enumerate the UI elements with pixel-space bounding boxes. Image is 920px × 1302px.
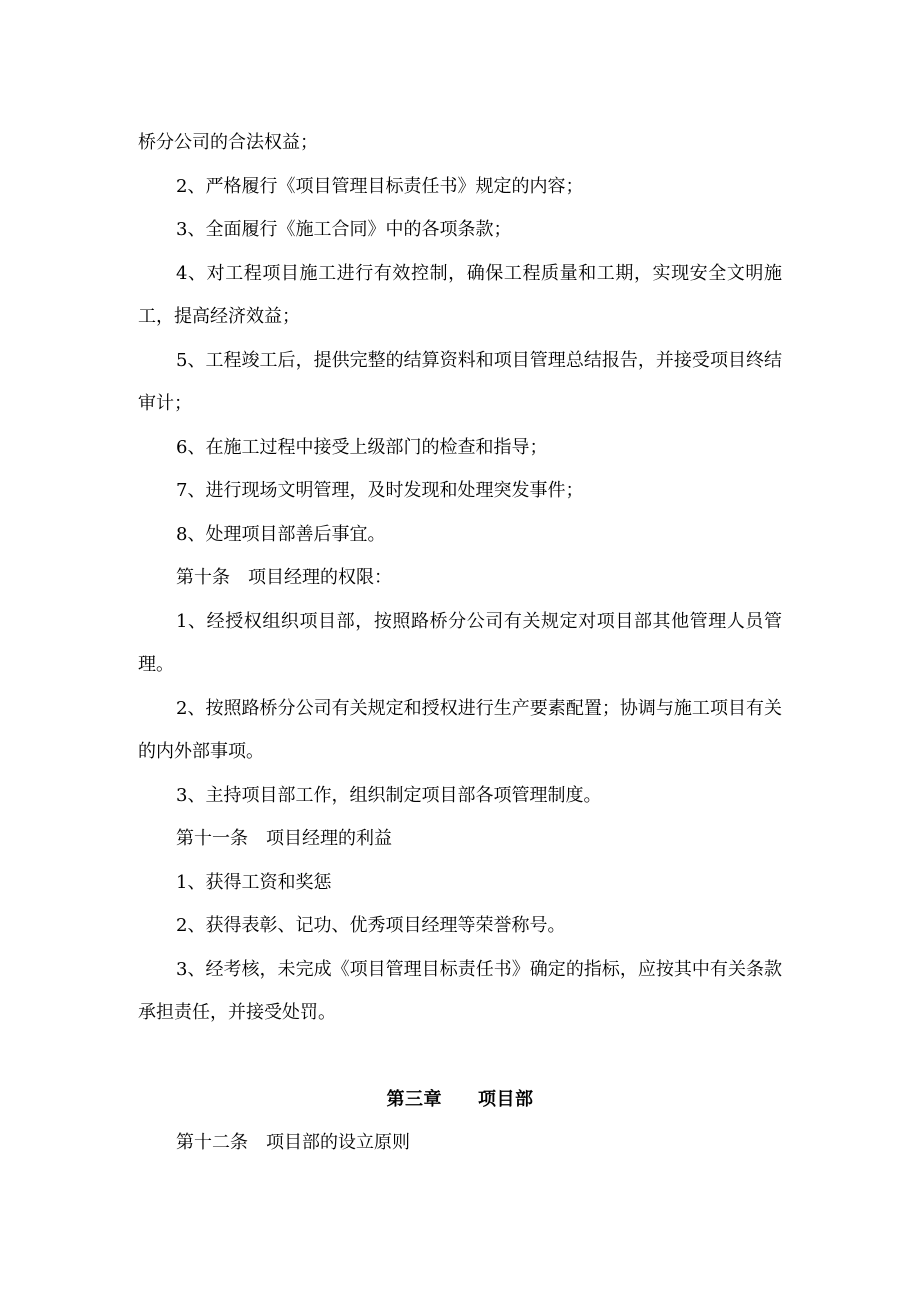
article-heading: 第十条 项目经理的权限： — [176, 567, 392, 588]
paragraph: 4、对工程项目施工进行有效控制，确保工程质量和工期，实现安全文明施工，提高经济效益； — [138, 262, 782, 327]
article-heading: 第十二条 项目部的设立原则 — [176, 1132, 410, 1153]
document-body — [138, 121, 782, 1165]
paragraph: 3、主持项目部工作，组织制定项目部各项管理制度。 — [176, 784, 602, 806]
paragraph: 1、经授权组织项目部，按照路桥分公司有关规定对项目部其他管理人员管理。 — [138, 610, 782, 675]
paragraph: 7、进行现场文明管理，及时发现和处理突发事件； — [176, 480, 584, 501]
paragraph: 2、按照路桥分公司有关规定和授权进行生产要素配置；协调与施工项目有关的内外部事项。 — [138, 697, 782, 762]
paragraph: 桥分公司的合法权益； — [138, 132, 318, 153]
paragraph: 1、获得工资和奖惩 — [176, 871, 332, 893]
paragraph: 3、经考核，未完成《项目管理目标责任书》确定的指标，应按其中有关条款承担责任，并接受处罚。 — [138, 958, 782, 1023]
chapter-title: 项目部 — [478, 1088, 534, 1110]
paragraph: 8、处理项目部善后事宜。 — [176, 523, 386, 545]
paragraph: 3、全面履行《施工合同》中的各项条款； — [176, 219, 512, 240]
chapter-heading — [138, 1078, 782, 1122]
chapter-number: 第三章 — [386, 1088, 442, 1110]
paragraph: 2、严格履行《项目管理目标责任书》规定的内容； — [176, 175, 584, 197]
paragraph: 6、在施工过程中接受上级部门的检查和指导； — [176, 436, 548, 458]
paragraph: 5、工程竣工后，提供完整的结算资料和项目管理总结报告，并接受项目终结审计； — [138, 349, 782, 414]
paragraph: 2、获得表彰、记功、优秀项目经理等荣誉称号。 — [176, 915, 566, 936]
article-heading: 第十一条 项目经理的利益 — [176, 828, 392, 849]
